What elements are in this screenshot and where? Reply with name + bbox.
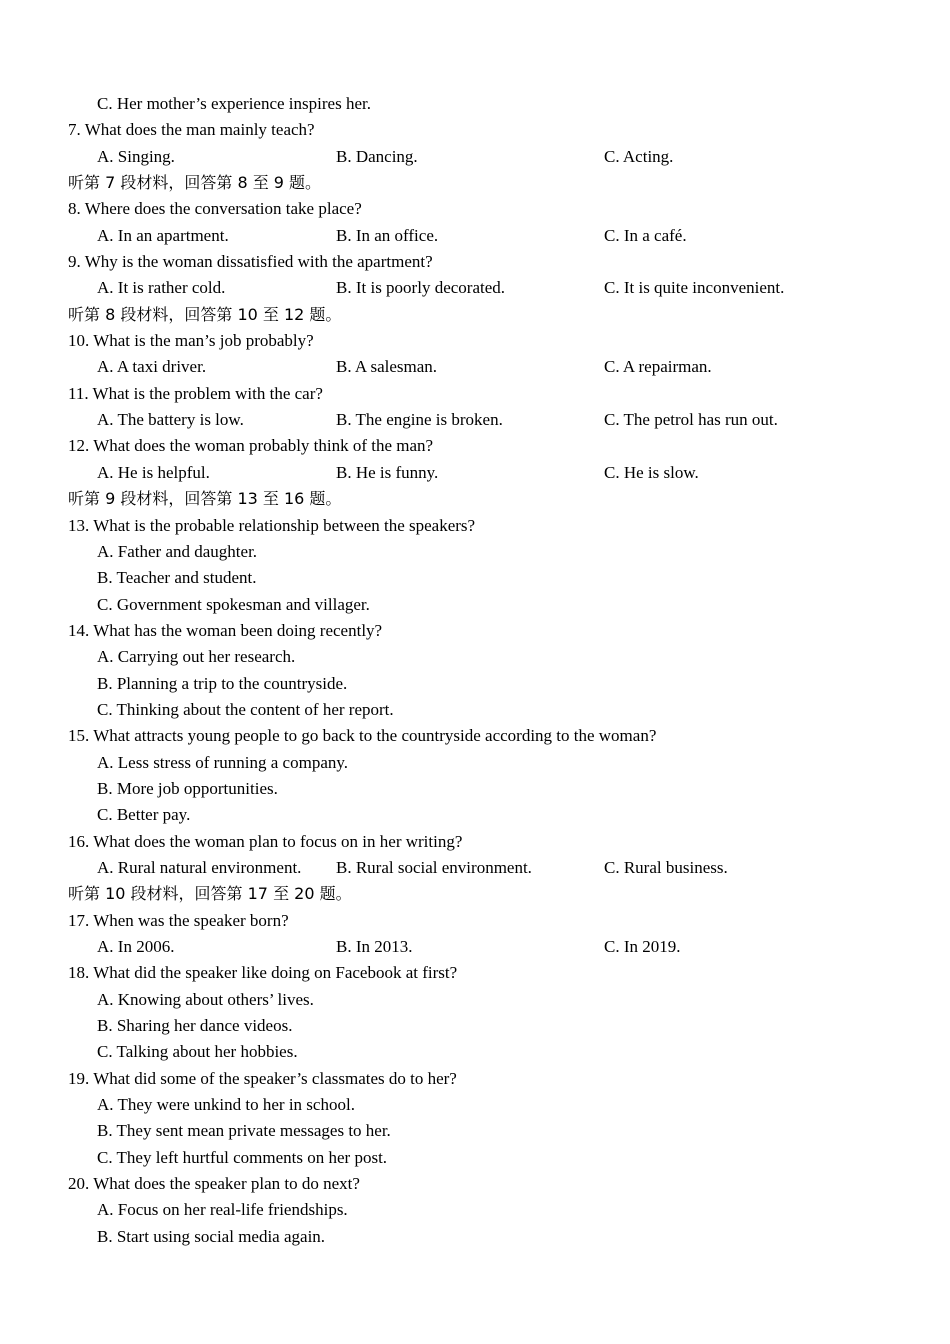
answer-option: A. They were unkind to her in school. bbox=[97, 1095, 355, 1115]
option-b: B. Dancing. bbox=[336, 146, 418, 166]
answer-option: A. Less stress of running a company. bbox=[97, 752, 349, 772]
question: 10. What is the man’s job probably? bbox=[68, 331, 314, 351]
question: 11. What is the problem with the car? bbox=[68, 383, 323, 403]
option-c: C. A repairman. bbox=[604, 357, 712, 377]
answer-option: B. Teacher and student. bbox=[97, 568, 257, 588]
answer-option: B. More job opportunities. bbox=[97, 778, 278, 798]
answer-option: C. Government spokesman and villager. bbox=[97, 594, 370, 614]
option-c: C. It is quite inconvenient. bbox=[604, 278, 785, 298]
answer-option: A. Father and daughter. bbox=[97, 541, 258, 561]
answer-option: B. Planning a trip to the countryside. bbox=[97, 673, 348, 693]
answer-options-row bbox=[0, 855, 950, 881]
question: 8. Where does the conversation take place? bbox=[68, 199, 362, 219]
question: 13. What is the probable relationship between the speakers? bbox=[68, 515, 476, 535]
answer-option: A. Focus on her real-life friendships. bbox=[97, 1200, 348, 1220]
option-c: C. In 2019. bbox=[604, 937, 681, 956]
option-b: B. He is funny. bbox=[336, 462, 439, 482]
answer-option: B. Start using social media again. bbox=[97, 1226, 326, 1246]
answer-option: C. They left hurtful comments on her post. bbox=[97, 1147, 388, 1167]
question: 12. What does the woman probably think of the man? bbox=[68, 436, 434, 456]
option-b: B. Rural social environment. bbox=[336, 857, 532, 877]
answer-options-row bbox=[0, 460, 950, 486]
question: 17. When was the speaker born? bbox=[68, 910, 289, 930]
question: 18. What did the speaker like doing on Facebook at first? bbox=[68, 963, 458, 983]
option-a: A. He is helpful. bbox=[97, 462, 210, 482]
answer-option: A. Knowing about others’ lives. bbox=[97, 989, 314, 1009]
question: 14. What has the woman been doing recently? bbox=[68, 620, 383, 640]
option-a: A. It is rather cold. bbox=[97, 278, 226, 298]
option-a: A. In an apartment. bbox=[97, 225, 229, 245]
answer-options-row bbox=[0, 275, 950, 301]
answer-option: C. Talking about her hobbies. bbox=[97, 1042, 298, 1062]
option-c: C. In a café. bbox=[604, 225, 687, 245]
answer-options-row bbox=[0, 934, 950, 960]
question: 19. What did some of the speaker’s classmates do to her? bbox=[68, 1068, 457, 1088]
answer-option: B. They sent mean private messages to her. bbox=[97, 1121, 391, 1141]
exam-page bbox=[0, 91, 950, 1250]
question: 16. What does the woman plan to focus on in her writing? bbox=[68, 831, 463, 851]
answer-option: C. Thinking about the content of her report. bbox=[97, 699, 394, 719]
answer-options-row bbox=[0, 407, 950, 433]
section-instruction: 听第 10 段材料，回答第 17 至 20 题。 bbox=[68, 884, 352, 904]
section-instruction: 听第 8 段材料，回答第 10 至 12 题。 bbox=[68, 304, 342, 324]
section-instruction: 听第 7 段材料，回答第 8 至 9 题。 bbox=[68, 173, 322, 193]
option-a: A. A taxi driver. bbox=[97, 357, 207, 377]
answer-options-row bbox=[0, 354, 950, 380]
answer-option: C. Her mother’s experience inspires her. bbox=[97, 94, 371, 113]
option-c: C. Acting. bbox=[604, 146, 674, 166]
option-a: A. In 2006. bbox=[97, 937, 175, 956]
option-b: B. It is poorly decorated. bbox=[336, 278, 506, 298]
option-a: A. Singing. bbox=[97, 146, 175, 166]
option-b: B. In an office. bbox=[336, 225, 439, 245]
answer-options-row bbox=[0, 144, 950, 170]
question: 20. What does the speaker plan to do next? bbox=[68, 1174, 360, 1194]
option-c: C. He is slow. bbox=[604, 462, 699, 482]
option-b: B. The engine is broken. bbox=[336, 410, 503, 430]
question: 7. What does the man mainly teach? bbox=[68, 120, 315, 140]
question: 15. What attracts young people to go back to the countryside according to the woman? bbox=[68, 726, 657, 746]
option-b: B. In 2013. bbox=[336, 937, 413, 956]
option-c: C. The petrol has run out. bbox=[604, 410, 778, 430]
answer-options-row bbox=[0, 223, 950, 249]
option-b: B. A salesman. bbox=[336, 357, 438, 377]
answer-option: B. Sharing her dance videos. bbox=[97, 1016, 293, 1036]
option-c: C. Rural business. bbox=[604, 857, 728, 877]
option-a: A. Rural natural environment. bbox=[97, 857, 302, 877]
section-instruction: 听第 9 段材料，回答第 13 至 16 题。 bbox=[68, 489, 342, 509]
answer-option: C. Better pay. bbox=[97, 805, 191, 825]
answer-option: A. Carrying out her research. bbox=[97, 647, 296, 667]
option-a: A. The battery is low. bbox=[97, 410, 244, 430]
question: 9. Why is the woman dissatisfied with the apartment? bbox=[68, 252, 433, 272]
